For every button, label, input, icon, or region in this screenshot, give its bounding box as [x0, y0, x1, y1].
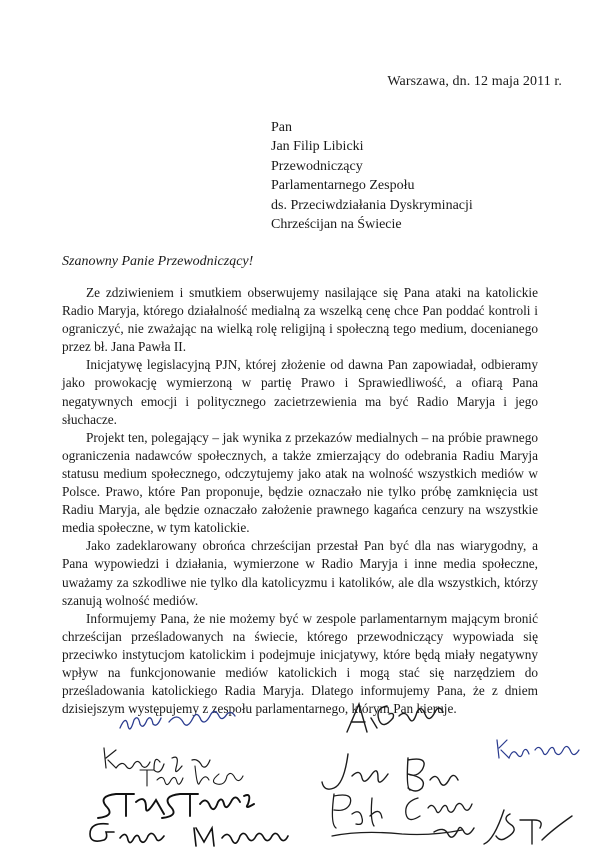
- salutation: Szanowny Panie Przewodniczący!: [62, 254, 254, 269]
- body-paragraph: Ze zdziwieniem i smutkiem obserwujemy nasilające się Pana ataki na katolickie Radio Maryja, którego działalność medialną za wszelką cenę chce Pan poddać kontroli i ograniczyć, nie zważając na wielką rolę religijną i społeczną tego medium, docenianego przez bł. Jana Pawła II.: [62, 285, 538, 355]
- signature-gabriela-maslowska: [86, 818, 316, 848]
- recipient-line: ds. Przeciwdziałania Dyskryminacji: [271, 197, 473, 213]
- recipient-line: Parlamentarnego Zespołu: [271, 178, 415, 194]
- signature-tadeusz-wozniak: [138, 766, 278, 790]
- recipient-line: Przewodniczący: [271, 158, 363, 174]
- recipient-block: [271, 118, 473, 234]
- letter-date: Warszawa, dn. 12 maja 2011 r.: [387, 74, 562, 89]
- recipient-line: Chrześcijan na Świecie: [271, 217, 402, 233]
- recipient-line: Pan: [271, 120, 292, 135]
- signature-witold-czarnecki: [410, 808, 580, 848]
- signatures-area: [0, 700, 600, 849]
- signature-kazimierz-moskal: [495, 734, 595, 764]
- body-paragraph: Informujemy Pana, że nie możemy być w zespole parlamentarnym mającym bronić chrześcijan prześladowanych na świecie, którego przewodniczący wypowiada się przeciwko instytucjom katolickim i podejmuje inicjatywy, które będą miały negatywny wpływ na funkcjonowanie mediów katolickich i mogą stać się narzędziem do prześladowania katolickiego Radia Maryja. Dlatego informujemy Pana, że z dniem dzisiejszym występujemy z zespołu parlamentarnego, którym Pan kieruje.: [62, 610, 538, 717]
- signature-krystyna-grabicka: [118, 708, 268, 738]
- body-paragraph: Jako zadeklarowany obrońca chrześcijan przestał Pan być dla nas wiarygodny, a Pana wypowiedzi i działania, wymierzone w Radio Maryja i inne media społeczne, uważamy za szkodliwe nie tylko dla katolicyzmu i katolików, ale dla wszystkich, którzy szanują wolność mediów.: [62, 538, 538, 608]
- letter-body: [62, 284, 538, 718]
- body-paragraph: Projekt ten, polegający – jak wynika z przekazów medialnych – na próbie prawnego ograniczenia nadawców społecznych, a także zmierzający do odebrania Radiu Maryja statusu medium społecznego, odczytujemy jako atak na wolność wszystkich mediów w Polsce. Prawo, które Pan proponuje, będzie oznaczało nie tylko próbę zamknięcia ust Radiu Maryja, ale będzie oznaczało założenie prawnego kagańca cenzury na wszystkie media społeczne, w tym katolickie.: [62, 429, 538, 536]
- body-paragraph: Inicjatywę legislacyjną PJN, której złożenie od dawna Pan zapowiadał, odbieramy jako prowokację wymierzoną w partię Prawo i Sprawiedliwość, a ofiarą Pana negatywnych emocji i politycznego zacietrzewienia ma być Radio Maryja i jego słuchacze.: [62, 357, 538, 427]
- signature-artur-gorski: [345, 700, 465, 740]
- recipient-line: Jan Filip Libicki: [271, 139, 364, 155]
